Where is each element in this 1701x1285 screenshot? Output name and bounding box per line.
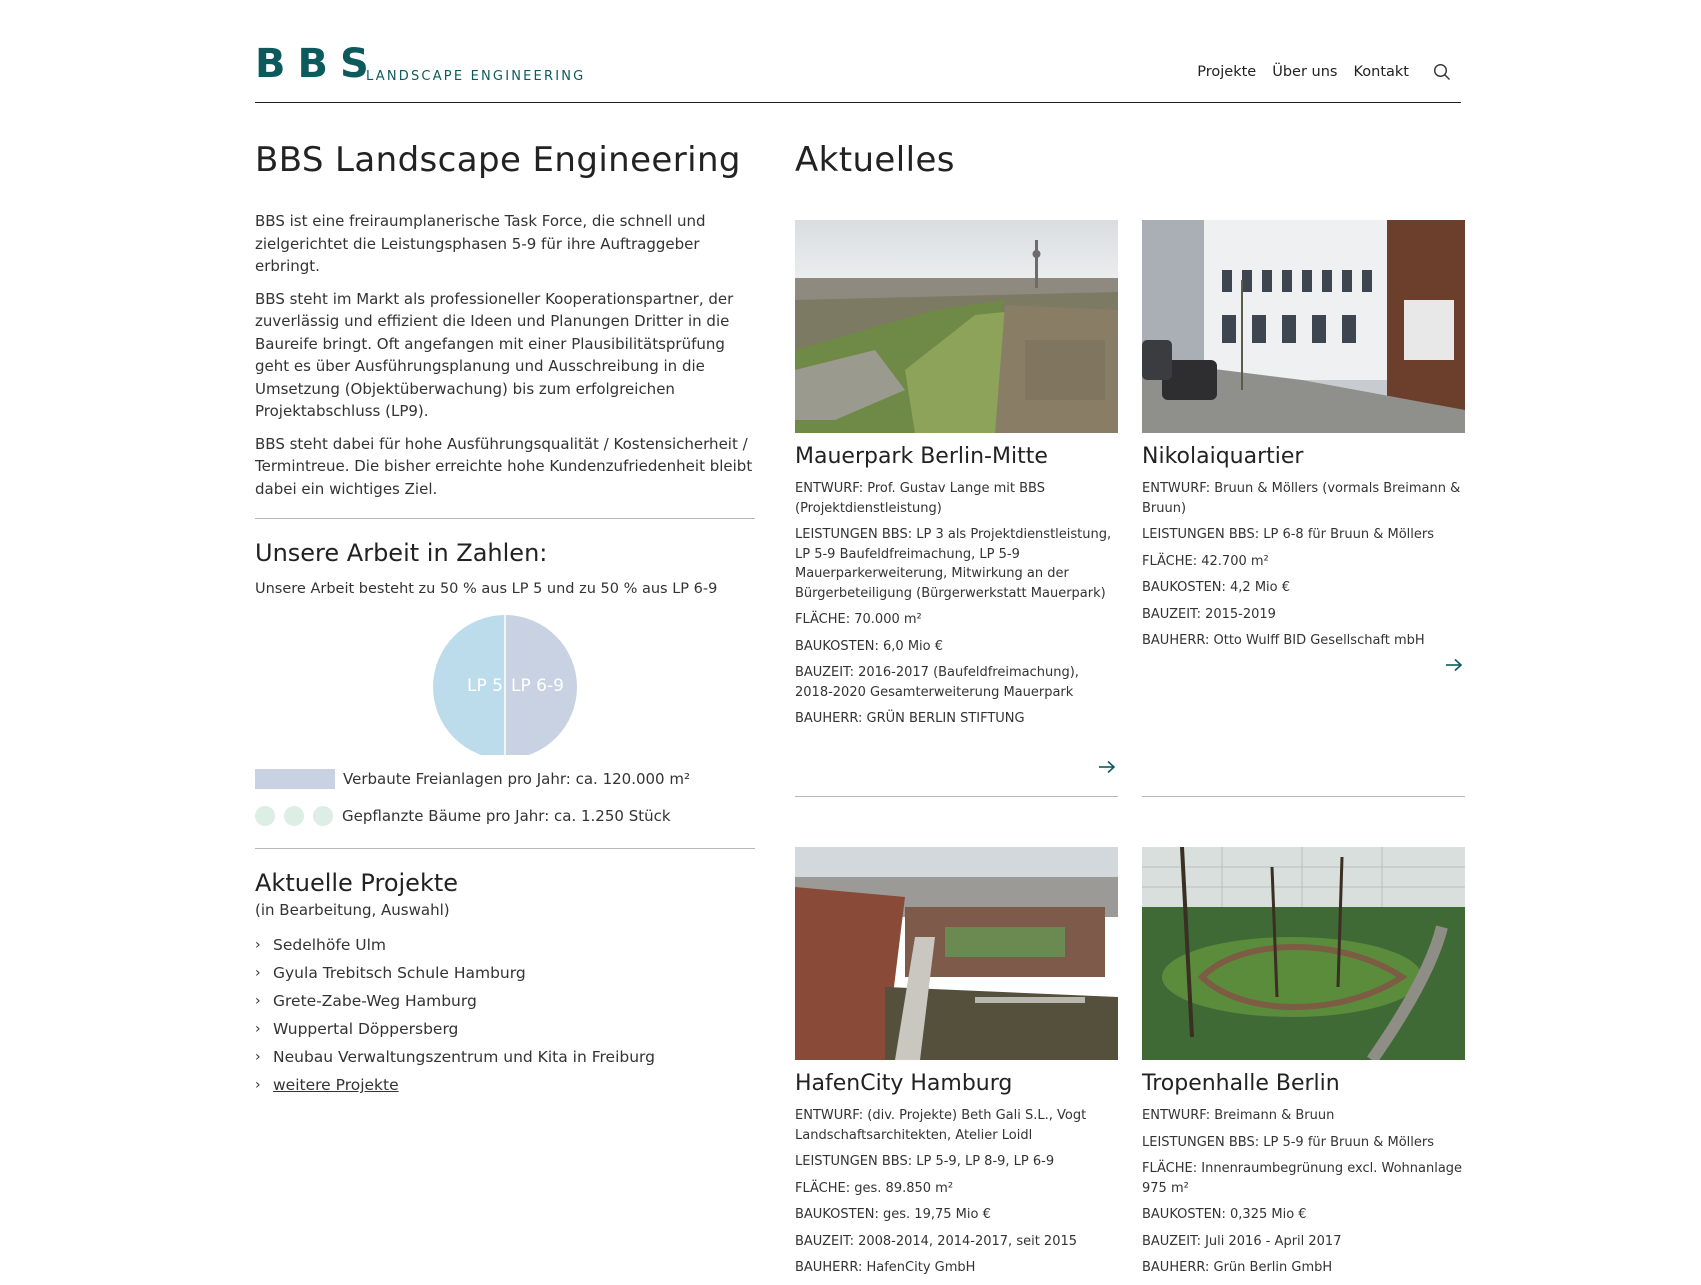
divider [255, 518, 755, 519]
search-icon[interactable] [1433, 63, 1451, 81]
tree-dot-icon [284, 806, 304, 826]
meta-line: BAUHERR: HafenCity GmbH [795, 1260, 976, 1275]
more-projects-link[interactable]: weitere Projekte [273, 1076, 399, 1094]
projects-title: Aktuelle Projekte [255, 869, 459, 897]
meta-line: LEISTUNGEN BBS: LP 3 als Projektdienstleistung, LP 5-9 Baufeldfreimachung, LP 5-9 Mauerparkerweiterung, Mitwirkung an der Bürgerbeteiligung (Bürgerwerkstatt Mauerpark) [795, 527, 1112, 601]
legend-trees-text: Gepflanzte Bäume pro Jahr: ca. 1.250 Stück [342, 807, 671, 825]
nikolaiquartier-photo [1142, 220, 1465, 433]
meta-line: ENTWURF: (div. Projekte) Beth Gali S.L., Vogt Landschaftsarchitekten, Atelier Loidl [795, 1108, 1087, 1143]
list-item[interactable] [255, 959, 755, 987]
meta-line: BAUZEIT: 2016-2017 (Baufeldfreimachung), 2018-2020 Gesamterweiterung Mauerpark [795, 665, 1079, 700]
chevron-right-icon: › [255, 937, 261, 953]
news-column [795, 140, 1465, 1275]
list-item[interactable] [255, 1015, 755, 1043]
card-meta [795, 479, 1118, 729]
meta-line: FLÄCHE: 70.000 m² [795, 612, 922, 627]
card-title[interactable]: HafenCity Hamburg [795, 1071, 1013, 1096]
arrow-right-icon[interactable] [1445, 657, 1463, 671]
chevron-right-icon: › [255, 965, 261, 981]
list-item[interactable] [255, 987, 755, 1015]
divider [255, 848, 755, 849]
news-card-hafencity[interactable] [795, 847, 1118, 1285]
meta-line: FLÄCHE: Innenraumbegrünung excl. Wohnanlage 975 m² [1142, 1161, 1463, 1196]
list-item[interactable] [255, 931, 755, 959]
card-image[interactable] [795, 220, 1118, 433]
intro-text [255, 210, 755, 500]
logo[interactable]: BBS [255, 41, 381, 87]
meta-line: LEISTUNGEN BBS: LP 5-9, LP 8-9, LP 6-9 [795, 1154, 1055, 1169]
news-card-tropenhalle[interactable] [1142, 847, 1465, 1285]
chevron-right-icon: › [255, 1021, 261, 1037]
meta-line: LEISTUNGEN BBS: LP 6-8 für Bruun & Möllers [1142, 527, 1435, 542]
stats-title: Unsere Arbeit in Zahlen: [255, 539, 548, 567]
left-column [255, 140, 755, 1099]
meta-line: FLÄCHE: ges. 89.850 m² [795, 1180, 954, 1196]
card-image[interactable] [1142, 220, 1465, 433]
meta-line: BAUHERR: GRÜN BERLIN STIFTUNG [795, 711, 1025, 726]
meta-line: BAUKOSTEN: ges. 19,75 Mio € [795, 1207, 991, 1222]
card-title[interactable]: Nikolaiquartier [1142, 444, 1304, 469]
legend-area-text: Verbaute Freianlagen pro Jahr: ca. 120.000 m² [343, 770, 690, 788]
legend-bar [255, 769, 335, 789]
intro-paragraph: BBS steht im Markt als professioneller Kooperationspartner, der zuverlässig und effizient die Ideen und Planungen Dritter in die Baureife bringt. Oft angefangen mit einer Plausibilitätsprüfung geht es über Ausführungsplanung und Ausschreibung in die Umsetzung (Objektüberwachung) bis zum erfolgreichen Projektabschluss (LP9). [255, 289, 734, 420]
chevron-right-icon: › [255, 1049, 261, 1065]
meta-line: BAUKOSTEN: 0,325 Mio € [1142, 1207, 1307, 1222]
pie-label-lp69: LP 6-9 [511, 676, 564, 696]
card-title[interactable]: Tropenhalle Berlin [1142, 1071, 1340, 1096]
meta-line: BAUKOSTEN: 6,0 Mio € [795, 638, 944, 654]
meta-line: FLÄCHE: 42.700 m² [1142, 553, 1269, 569]
news-card-mauerpark[interactable] [795, 220, 1118, 736]
card-image[interactable] [1142, 847, 1465, 1060]
meta-line: BAUKOSTEN: 4,2 Mio € [1142, 580, 1291, 595]
project-name: Grete-Zabe-Weg Hamburg [273, 992, 477, 1010]
stats-section [255, 539, 755, 826]
meta-line: ENTWURF: Bruun & Möllers (vormals Breimann & Bruun) [1142, 481, 1461, 516]
meta-line: BAUZEIT: 2015-2019 [1142, 606, 1276, 622]
legend-area-row [255, 769, 755, 789]
legend-trees-row [255, 806, 755, 826]
meta-line: BAUZEIT: Juli 2016 - April 2017 [1142, 1233, 1342, 1249]
news-card-nikolaiquartier[interactable] [1142, 220, 1465, 658]
card-image[interactable] [795, 847, 1118, 1060]
card-title[interactable]: Mauerpark Berlin-Mitte [795, 444, 1048, 469]
nav-projekte[interactable]: Projekte [1197, 64, 1257, 80]
intro-paragraph: BBS ist eine freiraumplanerische Task Force, die schnell und zielgerichtet die Leistungsphasen 5-9 für ihre Auftraggeber erbringt. [255, 212, 706, 275]
projects-list [255, 931, 755, 1099]
meta-line: BAUHERR: Otto Wulff BID Gesellschaft mbH [1142, 633, 1425, 648]
nav-kontakt[interactable]: Kontakt [1353, 64, 1409, 80]
logo-tagline[interactable]: LANDSCAPE ENGINEERING [366, 69, 586, 84]
card-divider [1142, 796, 1465, 797]
hafencity-photo [795, 847, 1118, 1060]
arrow-right-svg [1445, 658, 1463, 672]
project-name: Sedelhöfe Ulm [273, 936, 387, 954]
card-meta [795, 1106, 1118, 1278]
page-title: BBS Landscape Engineering [255, 140, 741, 180]
news-title: Aktuelles [795, 140, 955, 180]
pie-chart-svg [255, 605, 755, 755]
tropenhalle-photo [1142, 847, 1465, 1060]
card-meta [1142, 479, 1465, 651]
pie-chart [255, 605, 755, 765]
chevron-right-icon: › [255, 993, 261, 1009]
main-nav [1181, 63, 1451, 81]
intro-paragraph: BBS steht dabei für hohe Ausführungsqualität / Kostensicherheit / Termintreue. Die bisher erreichte hohe Kundenzufriedenheit bleibt dabei ein wichtiges Ziel. [255, 434, 753, 498]
site-header [255, 40, 1461, 103]
card-meta [1142, 1106, 1465, 1278]
arrow-right-svg [1098, 760, 1116, 774]
stats-subtitle: Unsere Arbeit besteht zu 50 % aus LP 5 und zu 50 % aus LP 6-9 [255, 581, 718, 597]
arrow-right-icon[interactable] [1098, 759, 1116, 773]
meta-line: ENTWURF: Prof. Gustav Lange mit BBS (Projektdienstleistung) [795, 481, 1045, 516]
list-item [255, 1071, 755, 1099]
project-name: Wuppertal Döppersberg [273, 1020, 459, 1038]
projects-subtitle: (in Bearbeitung, Auswahl) [255, 901, 450, 919]
card-divider [795, 796, 1118, 797]
projects-section [255, 869, 755, 1099]
meta-line: ENTWURF: Breimann & Bruun [1142, 1108, 1335, 1123]
list-item[interactable] [255, 1043, 755, 1071]
project-name: Neubau Verwaltungszentrum und Kita in Freiburg [273, 1048, 655, 1066]
meta-line: LEISTUNGEN BBS: LP 5-9 für Bruun & Möllers [1142, 1134, 1435, 1150]
search-icon-svg [1433, 63, 1451, 81]
pie-label-lp5: LP 5 [467, 676, 503, 696]
tree-dot-icon [255, 806, 275, 826]
tree-dot-icon [313, 806, 333, 826]
project-name: Gyula Trebitsch Schule Hamburg [273, 964, 526, 982]
meta-line: BAUHERR: Grün Berlin GmbH [1142, 1260, 1333, 1275]
chevron-right-icon: › [255, 1077, 261, 1093]
mauerpark-photo [795, 220, 1118, 433]
nav-ueber-uns[interactable]: Über uns [1272, 64, 1338, 80]
meta-line: BAUZEIT: 2008-2014, 2014-2017, seit 2015 [795, 1233, 1078, 1249]
